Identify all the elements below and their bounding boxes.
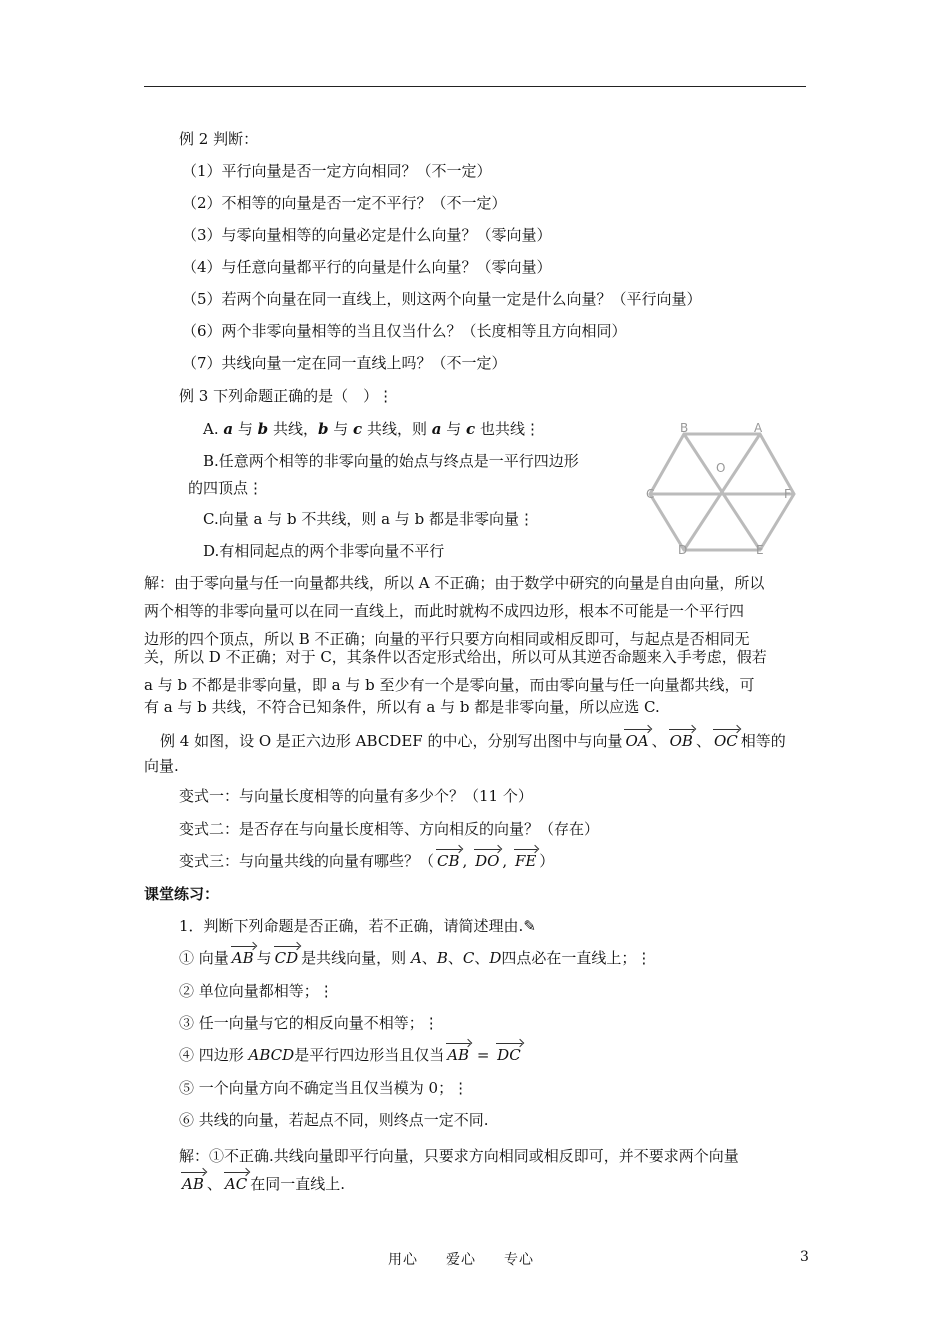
solution-line-6: 有 a 与 b 共线，不符合已知条件，所以有 a 与 b 都是非零向量，所以应选 C. [144, 698, 660, 716]
svg-text:D: D [678, 543, 688, 557]
solution-line-5: a 与 b 不都是非零向量，即 a 与 b 至少有一个是零向量，而由零向量与任一向量都共线，可 [144, 676, 755, 694]
example-3-option-b-cont: 的四顶点⋮ [188, 479, 264, 497]
item-6: ⑥ 共线的向量，若起点不同，则终点一定不同. [179, 1111, 489, 1129]
example-3-option-b: B.任意两个相等的非零向量的始点与终点是一平行四边形 [203, 452, 579, 470]
svg-text:A: A [754, 422, 763, 435]
solution-line-1: 解：由于零向量与任一向量都共线，所以 A 不正确；由于数学中研究的向量是自由向量，所以 [144, 574, 765, 592]
header-rule [144, 86, 806, 87]
svg-text:B: B [680, 422, 689, 435]
example-2-item-5: （5）若两个向量在同一直线上，则这两个向量一定是什么向量？（平行向量） [182, 290, 702, 308]
variant-3: 变式三：与向量共线的向量有哪些？（ CB , DO , FE ） [179, 852, 555, 870]
example-2-item-7: （7）共线向量一定在同一直线上吗？（不一定） [182, 354, 507, 372]
answer-line-1: 解：①不正确.共线向量即平行向量，只要求方向相同或相反即可，并不要求两个向量 [179, 1147, 739, 1165]
solution-line-4: 关，所以 D 不正确；对于 C，其条件以否定形式给出，所以可从其逆否命题来入手考虑，假若 [144, 648, 767, 666]
example-2-item-1: （1）平行向量是否一定方向相同？（不一定） [182, 162, 492, 180]
practice-title: 课堂练习： [144, 885, 220, 903]
solution-line-2: 两个相等的非零向量可以在同一直线上，而此时就构不成四边形，根本不可能是一个平行四 [144, 602, 745, 620]
example-2-item-3: （3）与零向量相等的向量必定是什么向量？（零向量） [182, 226, 552, 244]
item-4: ④ 四边形 ABCD是平行四边形当且仅当 AB = DC [179, 1046, 521, 1064]
item-2: ② 单位向量都相等；⋮ [179, 982, 334, 1000]
answer-line-2: AB 、 AC 在同一直线上. [182, 1175, 345, 1193]
variant-1: 变式一：与向量长度相等的向量有多少个？（11 个） [179, 787, 533, 805]
example-3-option-a: A. a 与 b 共线，b 与 c 共线，则 a 与 c 也共线⋮ [203, 420, 540, 438]
example-3-option-d: D.有相同起点的两个非零向量不平行 [203, 542, 445, 560]
example-2-heading: 例 2 判断： [179, 130, 259, 148]
example-4-line-2: 向量. [144, 757, 179, 775]
example-2-item-4: （4）与任意向量都平行的向量是什么向量？（零向量） [182, 258, 552, 276]
example-3-option-c: C.向量 a 与 b 不共线，则 a 与 b 都是非零向量⋮ [203, 510, 534, 528]
example-2-item-6: （6）两个非零向量相等的当且仅当什么？（长度相等且方向相同） [182, 322, 627, 340]
example-4-line-1: 例 4 如图，设 O 是正六边形 ABCDEF 的中心，分别写出图中与向量 OA 、 OB 、 OC 相等的 [160, 732, 786, 750]
svg-text:F: F [784, 487, 791, 501]
footer: 用心 爱心 专心 [388, 1252, 534, 1268]
item-1: ① 向量 AB 与 CD 是共线向量，则 A、B、C、D四点必在一直线上；⋮ [179, 949, 652, 967]
svg-text:C: C [646, 487, 655, 501]
svg-text:E: E [756, 543, 764, 557]
example-3-heading: 例 3 下列命题正确的是（ ）⋮ [179, 387, 394, 405]
hexagon-figure [642, 422, 802, 562]
page-number: 3 [800, 1249, 809, 1265]
example-2-item-2: （2）不相等的向量是否一定不平行？（不一定） [182, 194, 507, 212]
item-5: ⑤ 一个向量方向不确定当且仅当模为 0；⋮ [179, 1079, 469, 1097]
item-3: ③ 任一向量与它的相反向量不相等；⋮ [179, 1014, 439, 1032]
solution-line-3: 边形的四个顶点，所以 B 不正确；向量的平行只要方向相同或相反即可，与起点是否相同无 [144, 630, 750, 648]
pen-icon: ✎ [523, 917, 536, 935]
question-1: 1．判断下列命题是否正确，若不正确，请简述理由.✎ [179, 917, 536, 935]
variant-2: 变式二：是否存在与向量长度相等、方向相反的向量？（存在） [179, 820, 600, 838]
svg-text:O: O [716, 461, 726, 475]
